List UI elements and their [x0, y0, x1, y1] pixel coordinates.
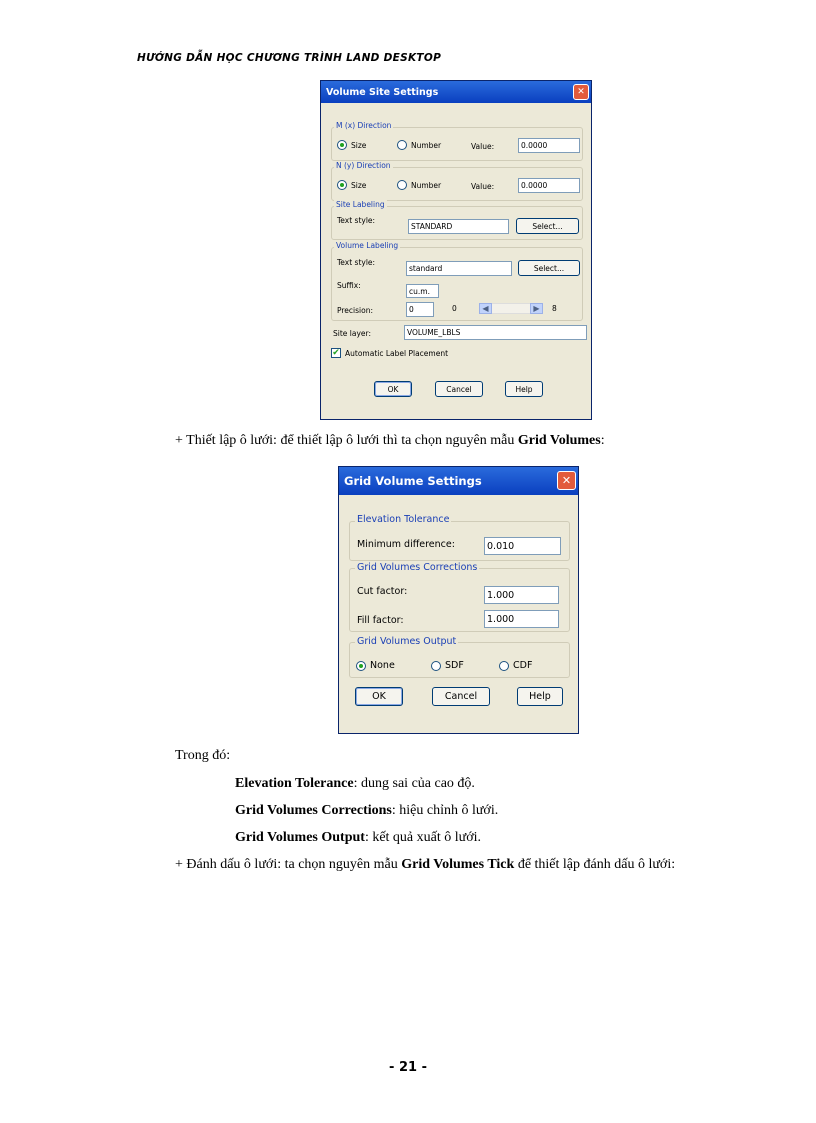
fill-factor-input[interactable]: 1.000: [484, 610, 559, 628]
none-radio[interactable]: None: [356, 660, 395, 671]
ok-button[interactable]: OK: [355, 687, 403, 706]
cancel-button[interactable]: Cancel: [432, 687, 490, 706]
m-value-input[interactable]: 0.0000: [518, 138, 580, 153]
ok-button[interactable]: OK: [374, 381, 412, 397]
cut-factor-input[interactable]: 1.000: [484, 586, 559, 604]
m-number-radio[interactable]: Number: [397, 140, 441, 150]
definition-elevation-tolerance: Elevation Tolerance: dung sai của cao độ.: [235, 776, 475, 791]
n-direction-label: N (y) Direction: [336, 161, 391, 170]
precision-slider[interactable]: [479, 303, 543, 314]
output-label: Grid Volumes Output: [357, 636, 457, 647]
title-bar: [321, 81, 591, 103]
close-icon: ✕: [577, 87, 585, 97]
site-text-style-label: Text style:: [337, 216, 376, 225]
suffix-input[interactable]: cu.m.: [406, 284, 439, 298]
grid-volume-settings-dialog: [338, 466, 579, 734]
volume-select-button[interactable]: Select...: [518, 260, 580, 276]
min-difference-label: Minimum difference:: [357, 539, 455, 550]
radio-dot-icon: [337, 180, 347, 190]
site-select-button[interactable]: Select...: [516, 218, 579, 234]
n-size-radio[interactable]: Size: [337, 180, 366, 190]
dialog-title: Grid Volume Settings: [344, 474, 482, 488]
n-value-label: Value:: [471, 182, 495, 191]
site-labeling-label: Site Labeling: [336, 200, 385, 209]
precision-max: 8: [552, 304, 557, 313]
cdf-radio[interactable]: CDF: [499, 660, 532, 671]
document-header: HƯỚNG DẪN HỌC CHƯƠNG TRÌNH LAND DESKTOP: [137, 52, 442, 64]
title-bar: [339, 467, 578, 495]
help-button[interactable]: Help: [517, 687, 563, 706]
min-difference-input[interactable]: 0.010: [484, 537, 561, 555]
slider-track[interactable]: [492, 303, 530, 314]
close-button[interactable]: [557, 471, 576, 490]
elevation-tolerance-label: Elevation Tolerance: [357, 514, 450, 525]
close-button[interactable]: [573, 84, 589, 100]
site-layer-input[interactable]: VOLUME_LBLS: [404, 325, 587, 340]
arrow-left-icon[interactable]: ◀: [479, 303, 492, 314]
n-value-input[interactable]: 0.0000: [518, 178, 580, 193]
radio-dot-icon: [397, 180, 407, 190]
arrow-right-icon[interactable]: ▶: [530, 303, 543, 314]
m-direction-label: M (x) Direction: [336, 121, 392, 130]
volume-text-style-input[interactable]: standard: [406, 261, 512, 276]
fill-factor-label: Fill factor:: [357, 615, 404, 626]
paragraph-grid-volumes-tick: + Đánh dấu ô lưới: ta chọn nguyên mẫu Grid Volumes Tick để thiết lập đánh dấu ô lưới:: [175, 857, 676, 872]
m-value-label: Value:: [471, 142, 495, 151]
precision-label: Precision:: [337, 306, 373, 315]
help-button[interactable]: Help: [505, 381, 543, 397]
paragraph-grid-volumes: + Thiết lập ô lưới: để thiết lập ô lưới thì ta chọn nguyên mẫu Grid Volumes:: [175, 433, 605, 448]
definition-grid-volumes-corrections: Grid Volumes Corrections: hiệu chỉnh ô lưới.: [235, 803, 499, 818]
volume-text-style-label: Text style:: [337, 258, 376, 267]
site-layer-label: Site layer:: [333, 329, 371, 338]
m-size-radio[interactable]: Size: [337, 140, 366, 150]
suffix-label: Suffix:: [337, 281, 361, 290]
n-number-radio[interactable]: Number: [397, 180, 441, 190]
sdf-radio[interactable]: SDF: [431, 660, 464, 671]
trong-do-text: Trong đó:: [175, 748, 231, 763]
radio-dot-icon: [431, 661, 441, 671]
corrections-label: Grid Volumes Corrections: [357, 562, 478, 573]
close-icon: ✕: [561, 474, 572, 487]
checkmark-icon: ✔: [332, 347, 340, 358]
radio-dot-icon: [499, 661, 509, 671]
radio-dot-icon: [397, 140, 407, 150]
definition-grid-volumes-output: Grid Volumes Output: kết quả xuất ô lưới.: [235, 830, 482, 845]
cut-factor-label: Cut factor:: [357, 586, 408, 597]
radio-dot-icon: [337, 140, 347, 150]
radio-dot-icon: [356, 661, 366, 671]
page-number: - 21 -: [389, 1060, 427, 1075]
volume-labeling-label: Volume Labeling: [336, 241, 399, 250]
precision-input[interactable]: 0: [406, 302, 434, 317]
auto-label-placement-checkbox[interactable]: ✔ Automatic Label Placement: [332, 347, 449, 358]
dialog-title: Volume Site Settings: [326, 86, 439, 98]
precision-min: 0: [452, 304, 457, 313]
cancel-button[interactable]: Cancel: [435, 381, 483, 397]
volume-site-settings-dialog: [320, 80, 592, 420]
site-text-style-input[interactable]: STANDARD: [408, 219, 509, 234]
